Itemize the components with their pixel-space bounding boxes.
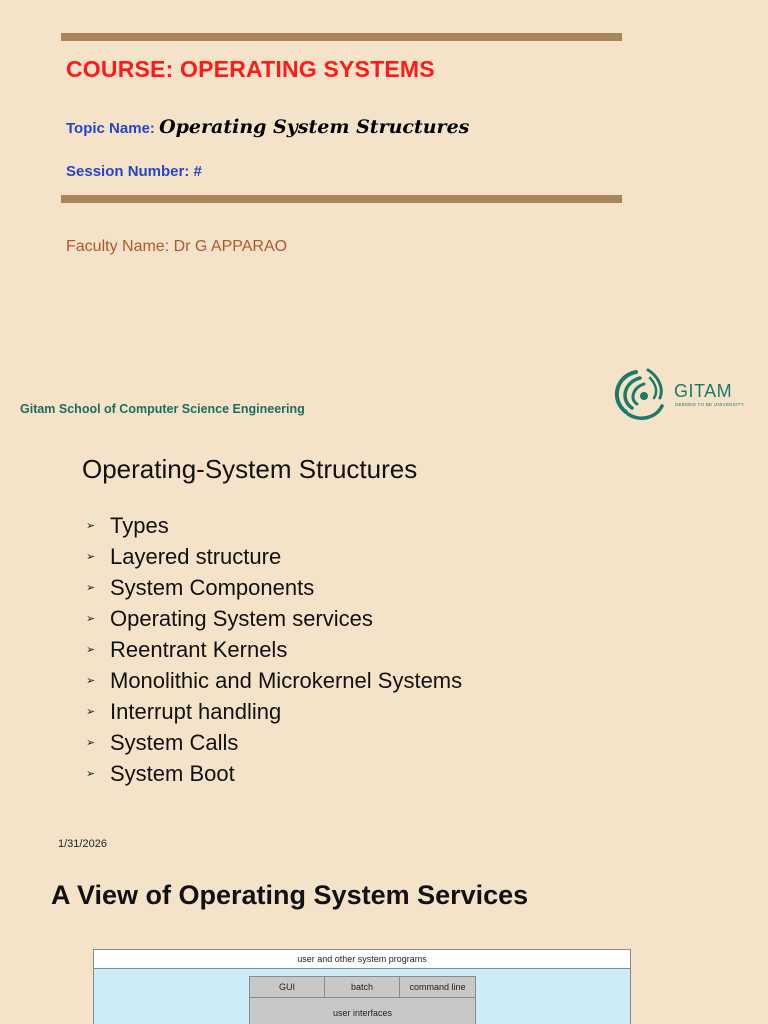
- list-item: [86, 510, 462, 541]
- bottom-divider: [61, 195, 622, 203]
- arrow-bullet-icon: ➢: [86, 582, 96, 594]
- course-title: COURSE: OPERATING SYSTEMS: [66, 56, 435, 82]
- list-item-text: Types: [110, 512, 169, 538]
- arrow-bullet-icon: ➢: [86, 706, 96, 718]
- list-item: [86, 541, 462, 572]
- os-services-diagram: [93, 949, 631, 1024]
- arrow-bullet-icon: ➢: [86, 768, 96, 780]
- arrow-bullet-icon: ➢: [86, 613, 96, 625]
- topic-label: Topic Name:: [66, 120, 160, 137]
- list-item-text: Reentrant Kernels: [110, 636, 288, 662]
- slide-date: 1/31/2026: [58, 838, 107, 850]
- list-item-text: System Boot: [110, 760, 235, 786]
- session-number: Session Number: #: [66, 163, 202, 180]
- slide3-title: A View of Operating System Services: [51, 880, 529, 910]
- user-interfaces-box: [249, 976, 476, 1024]
- topic-value: Operating System Structures: [159, 116, 470, 138]
- topic-list: [86, 510, 462, 789]
- faculty-name: Faculty Name: Dr G APPARAO: [66, 238, 288, 255]
- list-item-text: System Calls: [110, 729, 239, 755]
- list-item: [86, 603, 462, 634]
- ui-command-line-cell: command line: [400, 977, 475, 998]
- logo-tagline: DEEMED TO BE UNIVERSITY: [675, 402, 744, 407]
- list-item: [86, 727, 462, 758]
- ui-batch-cell: batch: [325, 977, 400, 998]
- list-item-text: Interrupt handling: [110, 698, 282, 724]
- user-interfaces-label: user interfaces: [332, 1008, 393, 1018]
- arrow-bullet-icon: ➢: [86, 644, 96, 656]
- list-item: [86, 572, 462, 603]
- list-item-text: Operating System services: [110, 605, 373, 631]
- list-item-text: Monolithic and Microkernel Systems: [110, 667, 463, 693]
- list-item-text: Layered structure: [110, 543, 282, 569]
- list-item: [86, 665, 462, 696]
- topic-line: [66, 116, 469, 138]
- top-divider: [61, 33, 622, 41]
- slide2-title: Operating-System Structures: [82, 454, 418, 484]
- user-programs-layer: user and other system programs: [94, 950, 630, 969]
- arrow-bullet-icon: ➢: [86, 675, 96, 687]
- list-item-text: System Components: [110, 574, 315, 600]
- ui-gui-cell: GUI: [250, 977, 325, 998]
- list-item: [86, 758, 462, 789]
- arrow-bullet-icon: ➢: [86, 520, 96, 532]
- school-name: Gitam School of Computer Science Engineering: [20, 402, 305, 416]
- list-item: [86, 696, 462, 727]
- logo-wordmark: GITAM: [674, 381, 733, 401]
- list-item: [86, 634, 462, 665]
- arrow-bullet-icon: ➢: [86, 551, 96, 563]
- arrow-bullet-icon: ➢: [86, 737, 96, 749]
